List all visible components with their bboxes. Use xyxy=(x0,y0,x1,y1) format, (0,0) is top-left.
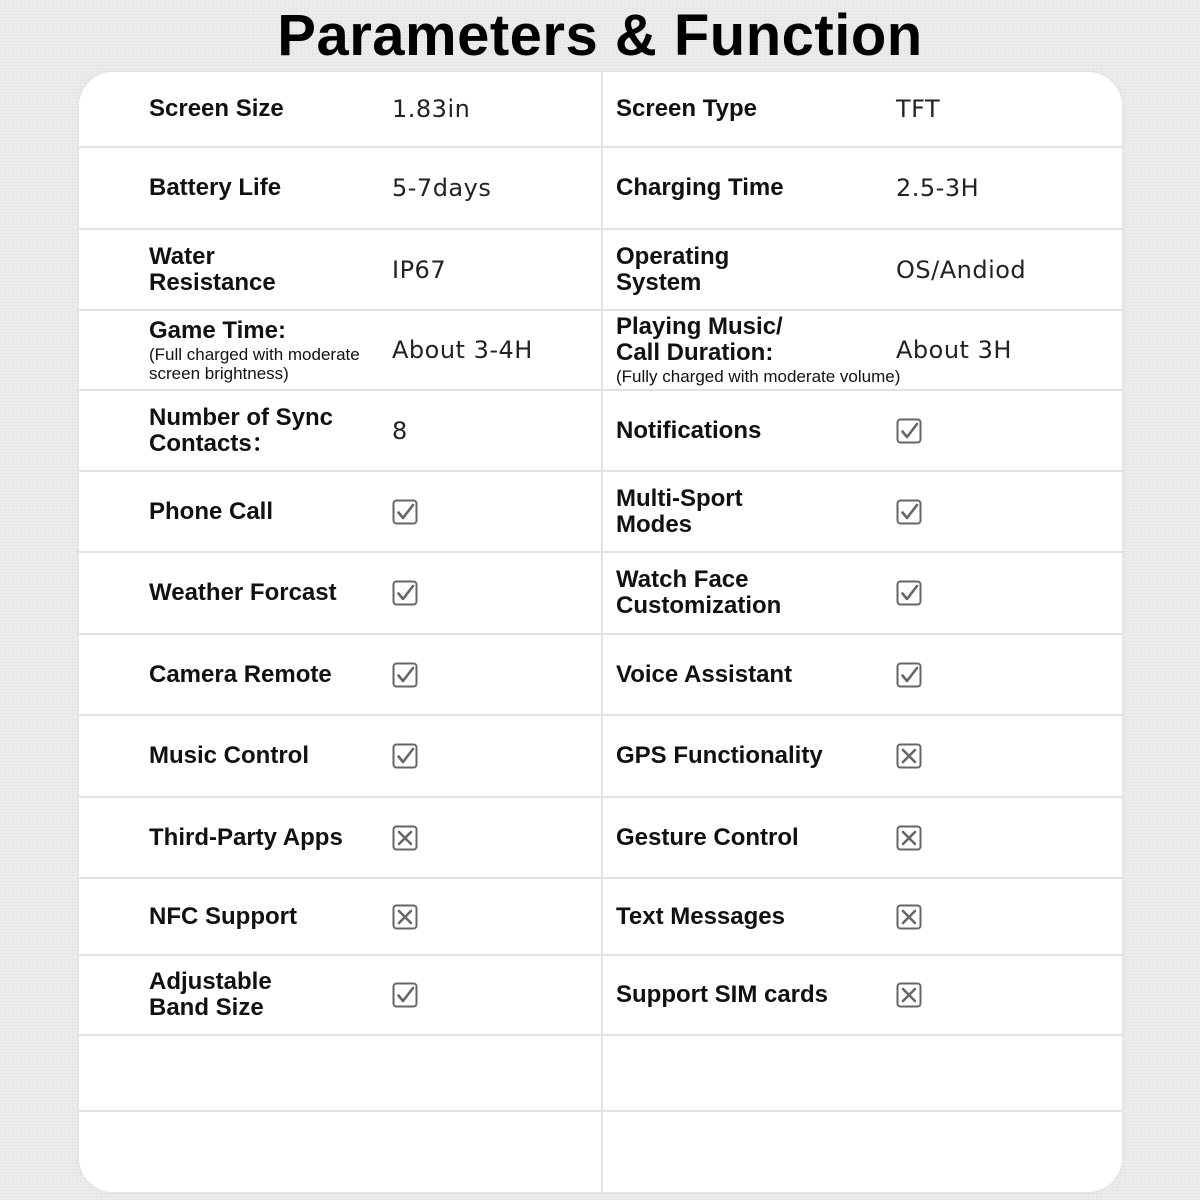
spec-label-text: Battery Life xyxy=(149,174,282,201)
gesture-control-status xyxy=(896,798,922,877)
watch-face-customization-label xyxy=(616,553,886,633)
weather-forcast-label xyxy=(149,553,384,633)
spec-label-text: Operating System xyxy=(616,242,730,296)
notifications-label xyxy=(616,391,886,470)
text-messages-status xyxy=(896,879,922,954)
music-control-status xyxy=(392,716,418,796)
spec-label-text: Camera Remote xyxy=(149,660,332,688)
spec-label-text: NFC Support xyxy=(149,902,297,930)
camera-remote-label xyxy=(149,635,384,714)
game-time-label xyxy=(149,311,384,389)
text-messages-label xyxy=(616,879,886,954)
adjustable-band-size-label xyxy=(149,956,299,1034)
spec-label-text: Multi-Sport Modes xyxy=(616,484,743,538)
spec-label-text: Adjustable Band Size xyxy=(149,968,272,1021)
gesture-control-label xyxy=(616,798,886,877)
charging-time-value: 2.5-3H xyxy=(896,174,980,202)
support-sim-cards-status xyxy=(896,956,922,1034)
table-row xyxy=(79,148,1122,230)
spec-label-text: Gesture Control xyxy=(616,823,799,851)
watch-face-customization-status xyxy=(896,553,922,633)
battery-life-value: 5-7days xyxy=(392,174,492,202)
battery-life-label xyxy=(149,148,384,228)
spec-label-text: Phone Call xyxy=(149,497,274,525)
spec-label-text: Text Messages xyxy=(616,902,785,930)
third-party-apps-status xyxy=(392,798,418,877)
charging-time-label xyxy=(616,148,886,228)
checkbox-checked-icon xyxy=(896,499,922,525)
spec-label-text: Screen Size xyxy=(149,95,284,122)
screen-size-label xyxy=(149,72,384,146)
checkbox-checked-icon xyxy=(896,580,922,606)
table-row xyxy=(79,230,1122,311)
phone-call-label xyxy=(149,472,384,551)
table-row xyxy=(79,553,1122,635)
checkbox-crossed-icon xyxy=(896,982,922,1008)
checkbox-checked-icon xyxy=(896,418,922,444)
table-row xyxy=(79,716,1122,798)
table-row xyxy=(79,391,1122,472)
table-row xyxy=(79,879,1122,956)
screen-size-value: 1.83in xyxy=(392,95,471,123)
multi-sport-modes-label xyxy=(616,472,766,551)
checkbox-checked-icon xyxy=(392,499,418,525)
water-resistance-label xyxy=(149,230,299,309)
spec-label-text: Screen Type xyxy=(616,95,757,122)
spec-label-text: Notifications xyxy=(616,416,762,444)
table-row xyxy=(79,1112,1122,1190)
music-control-label xyxy=(149,716,384,796)
checkbox-checked-icon xyxy=(392,662,418,688)
playing-music-call-duration-label xyxy=(616,311,901,389)
checkbox-checked-icon xyxy=(896,662,922,688)
table-row xyxy=(79,956,1122,1036)
table-row xyxy=(79,798,1122,879)
screen-type-label xyxy=(616,72,886,146)
checkbox-crossed-icon xyxy=(896,825,922,851)
weather-forcast-status xyxy=(392,553,418,633)
checkbox-crossed-icon xyxy=(392,825,418,851)
table-row xyxy=(79,472,1122,553)
spec-label-text: GPS Functionality xyxy=(616,742,823,769)
voice-assistant-status xyxy=(896,635,922,714)
spec-label-text: Playing Music/ Call Duration: xyxy=(616,313,783,366)
table-row xyxy=(79,72,1122,148)
spec-label-text: Voice Assistant xyxy=(616,660,793,688)
number-of-sync-contacts-label xyxy=(149,391,364,470)
spec-label-text: Game Time: xyxy=(149,316,286,344)
number-of-sync-contacts-value: 8 xyxy=(392,416,408,445)
adjustable-band-size-status xyxy=(392,956,418,1034)
camera-remote-status xyxy=(392,635,418,714)
spec-label-text: Weather Forcast xyxy=(149,579,337,606)
checkbox-checked-icon xyxy=(392,743,418,769)
spec-label-text: Support SIM cards xyxy=(616,981,829,1008)
voice-assistant-label xyxy=(616,635,886,714)
spec-label-text: Number of Sync Contacts： xyxy=(149,403,334,457)
notifications-status xyxy=(896,391,922,470)
gps-functionality-status xyxy=(896,716,922,796)
operating-system-value: OS/Andiod xyxy=(896,255,1027,284)
multi-sport-modes-status xyxy=(896,472,922,551)
checkbox-crossed-icon xyxy=(896,904,922,930)
checkbox-crossed-icon xyxy=(392,904,418,930)
table-row xyxy=(79,635,1122,716)
water-resistance-value: IP67 xyxy=(392,255,447,284)
spec-table xyxy=(79,72,1122,1192)
checkbox-checked-icon xyxy=(392,580,418,606)
playing-music-call-duration-value: About 3H xyxy=(896,336,1012,364)
game-time-value: About 3-4H xyxy=(392,336,533,364)
page-title: Parameters & Function xyxy=(277,3,923,68)
spec-label-text: Music Control xyxy=(149,742,309,769)
spec-note: (Fully charged with moderate volume) xyxy=(616,367,901,386)
table-row xyxy=(79,1036,1122,1112)
gps-functionality-label xyxy=(616,716,886,796)
nfc-support-status xyxy=(392,879,418,954)
screen-type-value: TFT xyxy=(896,95,941,123)
spec-label-text: Water Resistance xyxy=(149,242,276,296)
spec-label-text: Third-Party Apps xyxy=(149,823,343,851)
checkbox-checked-icon xyxy=(392,982,418,1008)
third-party-apps-label xyxy=(149,798,384,877)
table-row xyxy=(79,311,1122,391)
checkbox-crossed-icon xyxy=(896,743,922,769)
operating-system-label xyxy=(616,230,766,309)
spec-note: (Full charged with moderate screen brightness) xyxy=(149,344,360,383)
spec-label-text: Charging Time xyxy=(616,174,784,201)
nfc-support-label xyxy=(149,879,384,954)
spec-label-text: Watch Face Customization xyxy=(616,566,782,619)
support-sim-cards-label xyxy=(616,956,886,1034)
phone-call-status xyxy=(392,472,418,551)
